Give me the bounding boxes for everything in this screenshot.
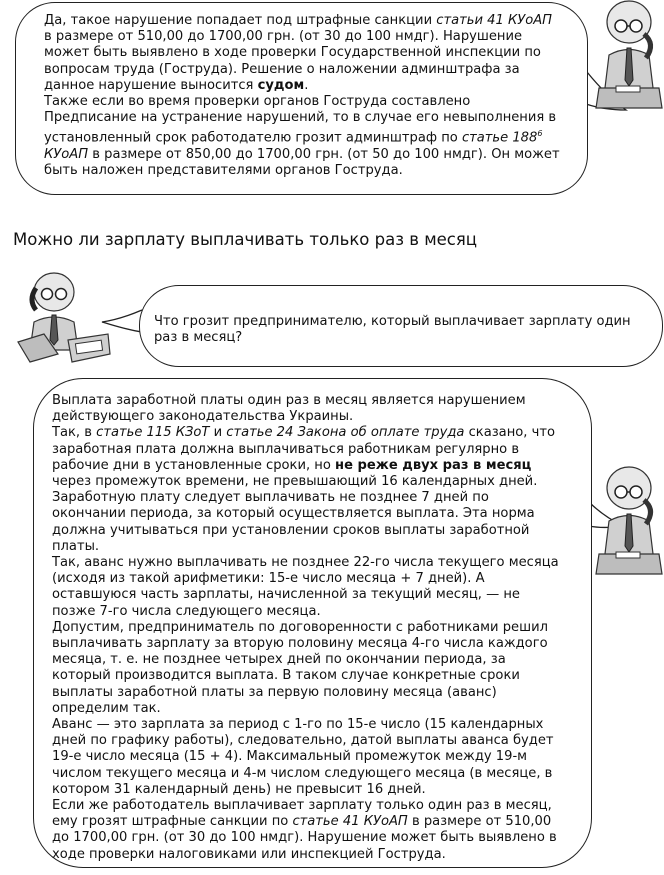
answer-bubble-top	[15, 2, 588, 195]
paragraph: Заработную плату следует выплачивать не позднее 7 дней по окончании периода, за который осуществляется выплата. Эта норма должна учитываться при установлении сроков выплаты заработной платы.	[52, 490, 535, 554]
bubble-tail	[100, 306, 144, 336]
question-text: Что грозит предпринимателю, который выплачивает зарплату один раз в месяц?	[154, 314, 631, 346]
question-bubble	[139, 285, 663, 367]
paragraph: Выплата заработной платы один раз в месяц является нарушением действующего законодательства Украины.	[52, 393, 526, 425]
section-heading: Можно ли зарплату выплачивать только раз в месяц	[13, 230, 478, 249]
paragraph: Также если во время проверки органов Гоструда составлено Предписание на устранение нарушений, то в случае его невыполнения в установленный срок работодателю грозит админштраф по статье $188^6$ КУоАП в размере от 850,00 до 1700,00 грн. (от 50 до 100 нмдг). Он может быть наложен представителями органов Гоструда.	[44, 94, 560, 179]
paragraph: Так, аванс нужно выплачивать не позднее 22-го числа текущего месяца (исходя из такой арифметики: 15-е число месяца + 7 дней). А оставшуюся часть зарплаты, начисленной за текущий месяц, — не позже 7-го числа следующего месяца.	[52, 555, 559, 619]
paragraph: Так, в статье 115 КЗоТ и статье 24 Закона об оплате труда сказано, что заработная плата должна выплачиваться работникам регулярно в рабочие дни в установленные сроки, но не реже двух раз в месяц через промежуток времени, не превышающий 16 календарных дней.	[52, 425, 555, 490]
expert-figure-icon	[594, 466, 664, 578]
paragraph: Если же работодатель выплачивает зарплату только один раз в месяц, ему грозят штрафные санкции по статье 41 КУоАП в размере от 510,00 до 1700,00 грн. (от 30 до 100 нмдг). Нарушение может быть выявлено в ходе проверки налоговиками или инспекцией Гоструда.	[52, 798, 557, 862]
paragraph: Допустим, предприниматель по договоренности с работниками решил выплачивать зарплату за вторую половину месяца 4-го числа каждого месяца, т. е. не позднее четырех дней по окончании периода, за который производится выплата. В таком случае конкретные сроки выплаты заработной платы за первую половину месяца (аванс) определим так.	[52, 619, 548, 716]
entrepreneur-phone-figure-icon	[14, 270, 114, 366]
expert-figure-icon	[594, 0, 664, 112]
answer-bubble	[33, 378, 592, 868]
paragraph: Аванс — это зарплата за период с 1-го по 15-е число (15 календарных дней по графику работы), следовательно, датой выплаты аванса будет 19-е число месяца (15 + 4). Максимальный промежуток между 19-м числом текущего месяца и 4-м числом следующего месяца (в месяце, в котором 31 календарный день) не превысит 16 дней.	[52, 717, 554, 797]
paragraph: Да, такое нарушение попадает под штрафные санкции статьи 41 КУоАП в размере от 510,00 до 1700,00 грн. (от 30 до 100 нмдг). Нарушение может быть выявлено в ходе проверки Государственной инспекции по вопросам труда (Гоструда). Решение о наложении админштрафа за данное нарушение выносится судом.	[44, 13, 553, 93]
